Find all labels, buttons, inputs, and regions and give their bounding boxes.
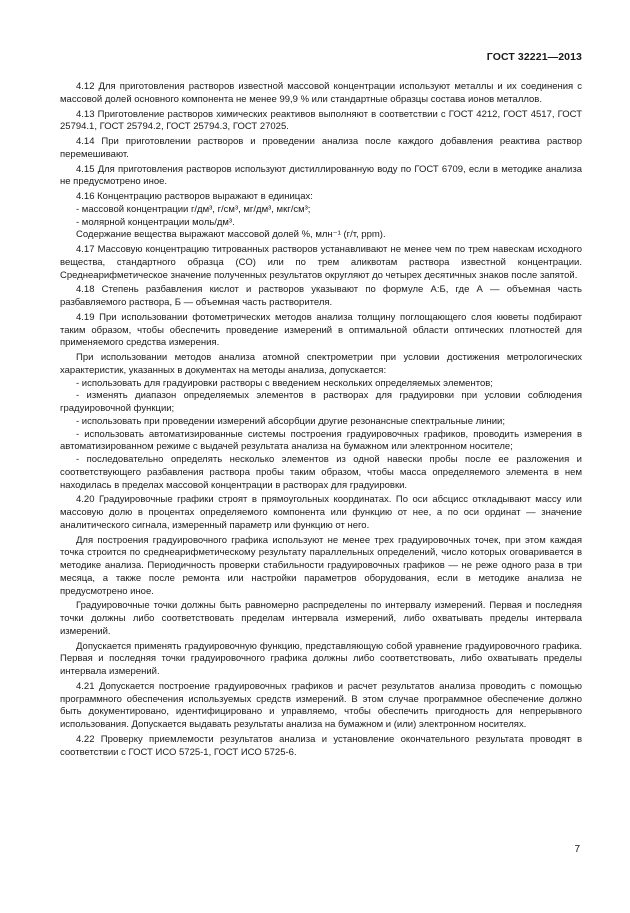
list-item-automated-systems: - использовать автоматизированные системы построения градуировочных графиков, проводить измерения в автоматизированном режиме с выдачей результата анализа на бумажном или электронном носителе; bbox=[60, 428, 582, 453]
list-item-sequential: - последовательно определять несколько элементов из одной навески пробы после ее разложения и соответствующего разбавления раствора пробы таким образом, чтобы масса определяемого элемента в нем находилась в пределах массовой концентрации в растворах для градуировки. bbox=[60, 454, 582, 491]
paragraph-calibration-function: Допускается применять градуировочную функцию, представляющую собой уравнение градуировочного графика. Первая и последняя точки градуировочного графика должны либо соответствовать, либо охватывать пределы интервала измерений. bbox=[60, 640, 582, 677]
paragraph-4-18: 4.18 Степень разбавления кислот и растворов указывают по формуле А:Б, где А — объемная часть разбавляемого раствора, Б — объемная часть растворителя. bbox=[60, 284, 582, 308]
paragraph-4-12: 4.12 Для приготовления растворов известной массовой концентрации используют металлы и их соединения с массовой долей основного компонента не менее 99,9 % или стандартные образцы состава ионов металлов. bbox=[60, 81, 582, 105]
paragraph-atomic-spectrometry: При использовании методов анализа атомной спектрометрии при условии достижения метрологических характеристик, указанных в документах на методы анализа, допускается: bbox=[60, 352, 582, 376]
paragraph-4-13: 4.13 Приготовление растворов химических реактивов выполняют в соответствии с ГОСТ 4212, ГОСТ 4517, ГОСТ 25794.1, ГОСТ 25794.2, ГОСТ 25794.3, ГОСТ 27025. bbox=[60, 108, 582, 133]
paragraph-content-units: Содержание вещества выражают массовой долей %, млн⁻¹ (г/т, ppm). bbox=[76, 229, 386, 241]
list-item-resonance-lines: - использовать при проведении измерений абсорбции другие резонансные спектральные линии; bbox=[76, 415, 505, 427]
document-header: ГОСТ 32221—2013 bbox=[486, 51, 582, 63]
list-item-molar-concentration: - молярной концентрации моль/дм³. bbox=[76, 216, 235, 228]
paragraph-4-19: 4.19 При использовании фотометрических методов анализа толщину поглощающего слоя кюветы подбирают таким образом, чтобы обеспечить проведение измерений в оптимальной области оптических плотностей для применяемого средства измерения. bbox=[60, 311, 582, 349]
paragraph-4-15: 4.15 Для приготовления растворов используют дистиллированную воду по ГОСТ 6709, если в методике анализа не предусмотрено иное. bbox=[60, 163, 582, 188]
paragraph-4-17: 4.17 Массовую концентрацию титрованных растворов устанавливают не менее чем по трем навескам исходного вещества, стандартного образца (СО) или по трем аликвотам раствора известной концентрации. Среднеарифметическое значение полученных результатов округляют до четырех десятичных знаков после запятой. bbox=[60, 244, 582, 281]
paragraph-point-distribution: Градуировочные точки должны быть равномерно распределены по интервалу измерений. Первая и последняя точки должны либо соответствовать пределам интервала измерений, либо охватывать пределы интервала измерений. bbox=[60, 600, 582, 637]
paragraph-calibration-points: Для построения градуировочного графика используют не менее трех градуировочных точек, при этом каждая точка строится по среднеарифметическому результату параллельных определений, число которых оговаривается в методике анализа. Периодичность проверки стабильности градуировочных графиков — не реже одного раза в три месяца, а также после ремонта или настройки параметров оборудования, если в методике анализа не предусмотрено иное. bbox=[60, 534, 582, 597]
paragraph-4-14: 4.14 При приготовлении растворов и проведении анализа после каждого добавления реактива раствор перемешивают. bbox=[60, 136, 582, 160]
paragraph-4-20: 4.20 Градуировочные графики строят в прямоугольных координатах. По оси абсцисс откладывают массу или массовую долю в процентах определяемого компонента или функцию от нее, а по оси ординат — значение аналитического сигнала, измеренный параметр или функцию от него. bbox=[60, 494, 582, 531]
paragraph-4-21: 4.21 Допускается построение градуировочных графиков и расчет результатов анализа проводить с помощью программного обеспечения используемых средств измерений. В этом случае программное обеспечение должно быть документировано, идентифицировано и управляемо, чтобы обеспечить пригодность для непрерывного использования. Допускается выдавать результаты анализа на бумажном и (или) электронном носителях. bbox=[60, 680, 582, 730]
list-item-range-change: - изменять диапазон определяемых элементов в растворах для градуировки при условии соблюдения градуировочной функции; bbox=[60, 390, 582, 414]
list-item-multi-element: - использовать для градуировки растворы с введением нескольких определяемых элементов; bbox=[76, 377, 493, 389]
paragraph-4-16: 4.16 Концентрацию растворов выражают в единицах: bbox=[76, 191, 313, 202]
paragraph-4-22: 4.22 Проверку приемлемости результатов анализа и установление окончательного результата проводят в соответствии с ГОСТ ИСО 5725-1, ГОСТ ИСО 5725-6. bbox=[60, 733, 582, 758]
list-item-mass-concentration: - массовой концентрации г/дм³, г/см³, мг/дм³, мкг/см³; bbox=[76, 203, 311, 215]
document-body bbox=[60, 81, 582, 761]
page-number: 7 bbox=[574, 844, 580, 855]
